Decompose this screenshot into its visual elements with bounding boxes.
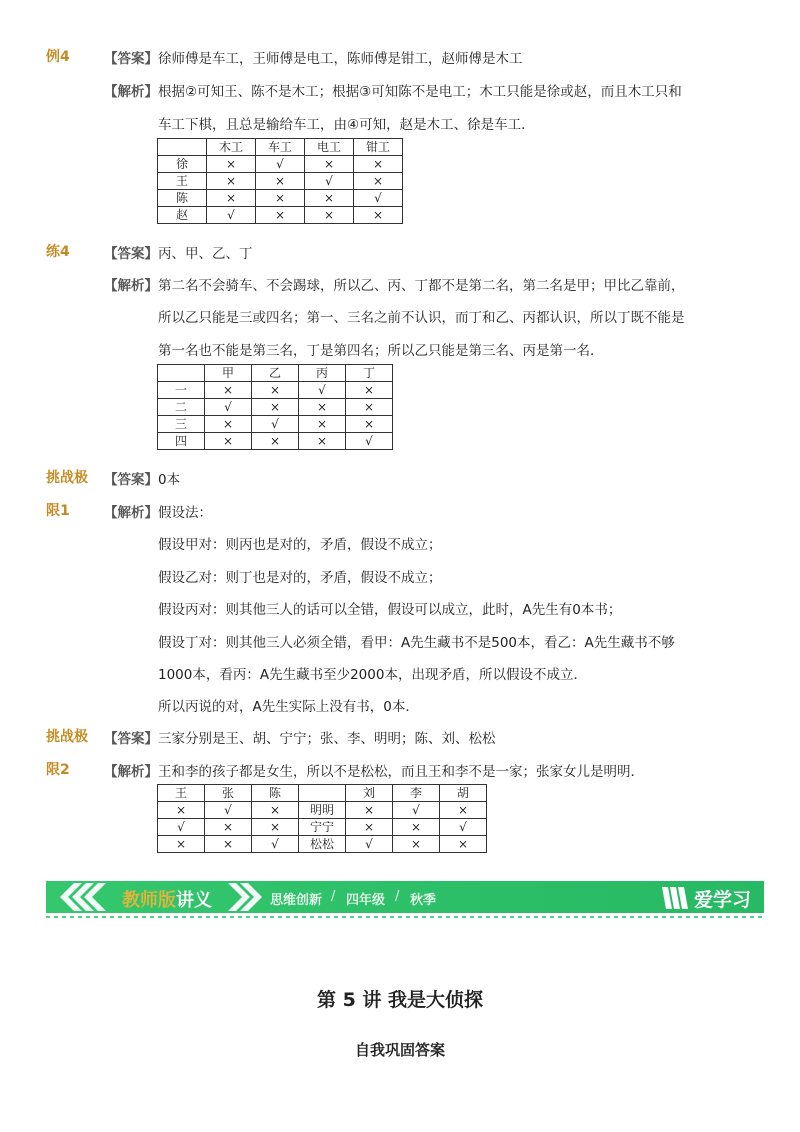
table-cell: 电工 (305, 139, 354, 156)
analysis-tag: 【解析】 (104, 505, 158, 521)
table-cell: √ (299, 382, 346, 399)
table-cell: 赵 (158, 207, 207, 224)
table-row (158, 836, 487, 853)
brand-logo-icon (660, 885, 692, 911)
analysis-line: 假设甲对：则丙也是对的，矛盾，假设不成立； (158, 537, 442, 553)
brand-name: 爱学习 (694, 889, 752, 911)
answer-tag: 【答案】 (104, 731, 158, 747)
table-cell: × (299, 399, 346, 416)
table-cell: 宁宁 (299, 819, 346, 836)
table-cell: × (305, 156, 354, 173)
table-cell: × (256, 173, 305, 190)
analysis-line: 王和李的孩子都是女生，所以不是松松，而且王和李不是一家；张家女儿是明明． (158, 764, 644, 780)
family-table (157, 784, 487, 853)
table-cell: × (440, 836, 487, 853)
table-cell: √ (346, 836, 393, 853)
lecture-subtitle: 自我巩固答案 (354, 1041, 445, 1059)
banner-crumb-season: 秋季 (410, 893, 437, 908)
table-cell: × (354, 156, 403, 173)
table-cell: √ (252, 836, 299, 853)
table-cell: √ (393, 802, 440, 819)
table-cell: × (299, 416, 346, 433)
answer-text: 徐师傅是车工，王师傅是电工，陈师傅是钳工，赵师傅是木工 (158, 51, 523, 67)
table-cell: × (393, 836, 440, 853)
example-4-label: 例4 (46, 49, 70, 65)
table-cell: 王 (158, 785, 205, 802)
table-cell: 陈 (252, 785, 299, 802)
table-row (158, 190, 403, 207)
answer-tag: 【答案】 (104, 51, 158, 67)
table-cell: 四 (158, 433, 205, 450)
table-cell: × (299, 433, 346, 450)
table-cell: × (205, 836, 252, 853)
table-row (158, 785, 487, 802)
table-cell: 王 (158, 173, 207, 190)
table-cell: 钳工 (354, 139, 403, 156)
table-cell: × (207, 173, 256, 190)
analysis-tag: 【解析】 (104, 278, 158, 294)
answer-tag: 【答案】 (104, 472, 158, 488)
banner-sep: / (331, 889, 336, 904)
table-cell: √ (305, 173, 354, 190)
table-cell: × (393, 819, 440, 836)
table-cell (158, 365, 205, 382)
table-cell: 二 (158, 399, 205, 416)
analysis-line: 假设乙对：则丁也是对的，矛盾，假设不成立； (158, 570, 442, 586)
table-cell: 丙 (299, 365, 346, 382)
table-cell: 陈 (158, 190, 207, 207)
table-cell: 张 (205, 785, 252, 802)
banner-crumb-subject: 思维创新 (270, 893, 323, 908)
challenge-1-label-a: 挑战极 (46, 470, 88, 486)
table-cell: × (346, 399, 393, 416)
table-cell: × (346, 802, 393, 819)
table-cell: √ (354, 190, 403, 207)
table-cell: × (158, 802, 205, 819)
table-cell: × (346, 819, 393, 836)
table-cell: √ (346, 433, 393, 450)
table-cell: × (205, 433, 252, 450)
table-cell (158, 139, 207, 156)
analysis-line: 所以乙只能是三或四名；第一、三名之前不认识，而丁和乙、丙都认识，所以丁既不能是 (158, 310, 685, 326)
table-cell: √ (252, 416, 299, 433)
table-cell: × (305, 190, 354, 207)
table-cell: × (256, 190, 305, 207)
table-row (158, 382, 393, 399)
answer-text: 丙、甲、乙、丁 (158, 246, 253, 262)
table-row (158, 156, 403, 173)
challenge-2-label-a: 挑战极 (46, 729, 88, 745)
analysis-line: 假设丙对：则其他三人的话可以全错，假设可以成立，此时，A先生有0本书； (158, 602, 622, 618)
table-cell: 明明 (299, 802, 346, 819)
rank-table (157, 364, 393, 450)
table-cell: 乙 (252, 365, 299, 382)
table-cell: 丁 (346, 365, 393, 382)
table-cell: √ (440, 819, 487, 836)
analysis-line: 第一名也不能是第三名，丁是第四名；所以乙只能是第三名、丙是第一名． (158, 343, 604, 359)
analysis-tag: 【解析】 (104, 764, 158, 780)
table-cell: × (252, 819, 299, 836)
analysis-line: 假设法： (158, 505, 212, 521)
table-cell: √ (205, 802, 252, 819)
answer-text: 0本 (158, 472, 181, 488)
table-row (158, 802, 487, 819)
table-row (158, 416, 393, 433)
table-cell: 一 (158, 382, 205, 399)
table-cell: √ (256, 156, 305, 173)
lecture-title: 第 5 讲 我是大侦探 (316, 989, 484, 1011)
table-row (158, 139, 403, 156)
job-table (157, 138, 403, 224)
table-cell: × (346, 416, 393, 433)
banner-crumb-grade: 四年级 (346, 893, 386, 908)
table-cell: × (305, 207, 354, 224)
table-cell: × (207, 156, 256, 173)
table-cell: 李 (393, 785, 440, 802)
table-row (158, 399, 393, 416)
analysis-line: 所以丙说的对，A先生实际上没有书，0本． (158, 699, 419, 715)
table-cell: × (252, 382, 299, 399)
table-row (158, 365, 393, 382)
table-cell: 木工 (207, 139, 256, 156)
table-cell: 甲 (205, 365, 252, 382)
table-cell: 车工 (256, 139, 305, 156)
table-row (158, 207, 403, 224)
table-cell: × (252, 802, 299, 819)
analysis-line: 假设丁对：则其他三人必须全错，看甲：A先生藏书不是500本，看乙：A先生藏书不够 (158, 635, 675, 651)
table-cell: × (205, 382, 252, 399)
table-row (158, 819, 487, 836)
table-cell: × (158, 836, 205, 853)
analysis-line: 根据②可知王、陈不是木工；根据③可知陈不是电工；木工只能是徐或赵，而且木工只和 (158, 84, 682, 100)
table-cell: × (207, 190, 256, 207)
table-cell: × (205, 416, 252, 433)
table-cell: 徐 (158, 156, 207, 173)
table-cell: √ (207, 207, 256, 224)
answer-text: 三家分别是王、胡、宁宁；张、李、明明；陈、刘、松松 (158, 731, 496, 747)
table-cell: × (252, 399, 299, 416)
footer-banner (46, 879, 764, 919)
analysis-line: 第二名不会骑车、不会踢球，所以乙、丙、丁都不是第二名，第二名是甲；甲比乙靠前， (158, 278, 685, 294)
table-cell: 胡 (440, 785, 487, 802)
answer-tag: 【答案】 (104, 246, 158, 262)
banner-title-a: 教师版 (122, 890, 176, 911)
table-cell: × (346, 382, 393, 399)
table-cell: √ (205, 399, 252, 416)
table-cell: × (440, 802, 487, 819)
analysis-line: 1000本，看丙：A先生藏书至少2000本，出现矛盾，所以假设不成立． (158, 667, 587, 683)
table-cell: × (256, 207, 305, 224)
challenge-2-label-b: 限2 (46, 762, 70, 778)
practice-4-label: 练4 (46, 244, 70, 260)
analysis-tag: 【解析】 (104, 84, 158, 100)
table-cell: × (354, 207, 403, 224)
table-cell: √ (158, 819, 205, 836)
table-cell: 刘 (346, 785, 393, 802)
table-cell: × (354, 173, 403, 190)
table-cell: × (205, 819, 252, 836)
table-cell: × (252, 433, 299, 450)
table-cell: 松松 (299, 836, 346, 853)
challenge-1-label-b: 限1 (46, 503, 70, 519)
table-cell: 三 (158, 416, 205, 433)
table-row (158, 173, 403, 190)
table-cell (299, 785, 346, 802)
banner-sep: / (395, 889, 400, 904)
analysis-line: 车工下棋，且总是输给车工，由④可知，赵是木工、徐是车工． (158, 117, 535, 133)
banner-title-b: 讲义 (176, 890, 212, 911)
table-row (158, 433, 393, 450)
